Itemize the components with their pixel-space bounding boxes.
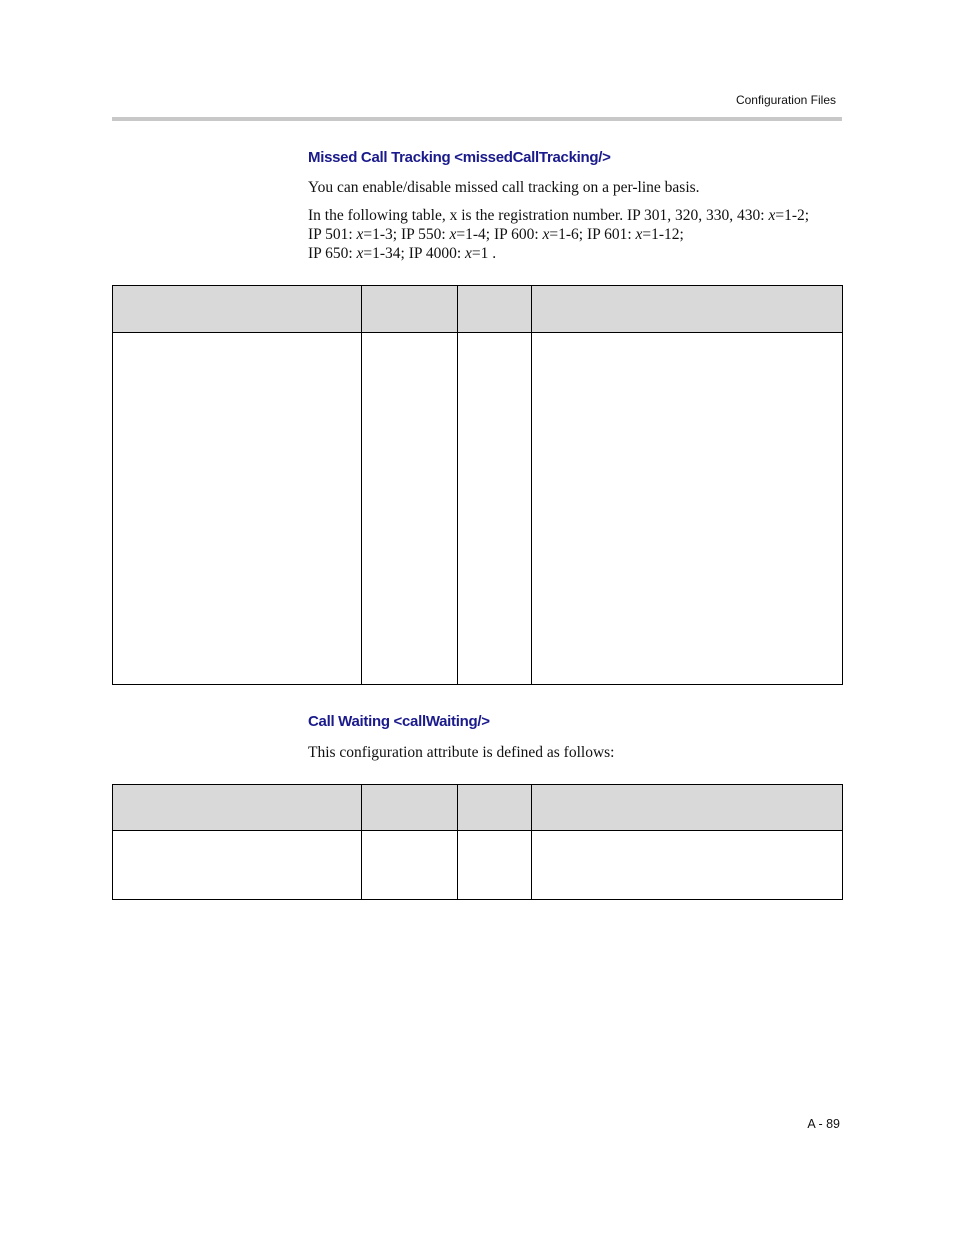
section-heading-missed-call-tracking: Missed Call Tracking <missedCallTracking/> bbox=[308, 149, 611, 166]
table-row bbox=[113, 831, 843, 900]
table-header-cell bbox=[362, 286, 458, 333]
table-header-cell bbox=[532, 286, 843, 333]
call-waiting-table bbox=[112, 784, 843, 900]
table-header-cell bbox=[113, 785, 362, 831]
paragraph-line-1: In the following table, x is the registration number. IP 301, 320, 330, 430: x=1-2; bbox=[308, 207, 810, 224]
table-header-cell bbox=[532, 785, 843, 831]
table-cell bbox=[532, 333, 843, 685]
table-cell bbox=[458, 831, 532, 900]
section-heading-call-waiting: Call Waiting <callWaiting/> bbox=[308, 713, 490, 730]
paragraph-line-3: IP 650: x=1-34; IP 4000: x=1 . bbox=[308, 245, 497, 262]
missed-call-tracking-table bbox=[112, 285, 843, 685]
call-waiting-intro-paragraph: This configuration attribute is defined as follows: bbox=[308, 744, 615, 761]
table-cell bbox=[113, 831, 362, 900]
table-cell bbox=[458, 333, 532, 685]
table-cell bbox=[113, 333, 362, 685]
table-header-cell bbox=[458, 785, 532, 831]
page-number: A - 89 bbox=[807, 1117, 840, 1131]
table-cell bbox=[532, 831, 843, 900]
table-header-cell bbox=[362, 785, 458, 831]
table-header-row bbox=[113, 785, 843, 831]
paragraph-line-2: IP 501: x=1-3; IP 550: x=1-4; IP 600: x=1-6; IP 601: x=1-12; bbox=[308, 226, 684, 243]
running-header-title: Configuration Files bbox=[735, 93, 836, 107]
table-header-cell bbox=[458, 286, 532, 333]
table-cell bbox=[362, 333, 458, 685]
missed-call-intro-paragraph: You can enable/disable missed call tracking on a per-line basis. bbox=[308, 179, 700, 196]
table-cell bbox=[362, 831, 458, 900]
registration-number-paragraph bbox=[308, 206, 848, 263]
table-header-cell bbox=[113, 286, 362, 333]
header-rule bbox=[112, 117, 842, 121]
table-row bbox=[113, 333, 843, 685]
table-header-row bbox=[113, 286, 843, 333]
